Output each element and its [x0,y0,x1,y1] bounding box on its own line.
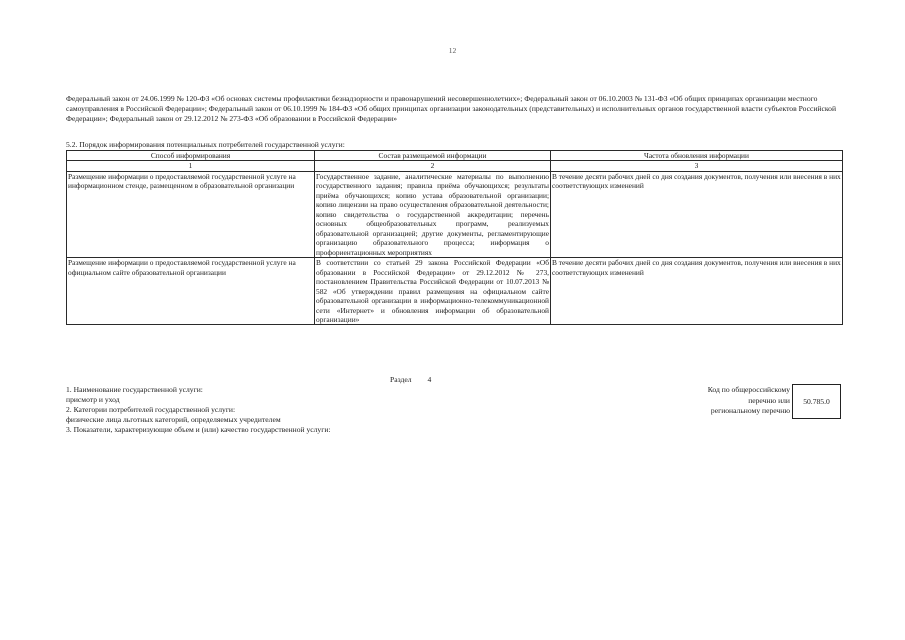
column-number-3: 3 [551,161,843,171]
header-method: Способ информирования [67,151,315,161]
section-5-2-heading: 5.2. Порядок информирования потенциальных потребителей государственной услуги: [66,140,345,149]
service-name-value: присмотр и уход [66,395,120,404]
consumer-category-value: физические лица льготных категорий, определяемых учредителем [66,415,281,424]
row-method: Размещение информации о предоставляемой государственной услуге на официальном сайте образовательной организации [67,258,315,325]
header-content: Состав размещаемой информации [315,151,551,161]
table-row [67,258,843,325]
registry-code-value: 50.785.0 [803,396,830,406]
registry-code-box [792,384,841,419]
section-heading-razdel [390,375,431,385]
code-label-line-2: перечню или [748,395,790,405]
row-content: Государственное задание, аналитические материалы по выполнению государственного задания; правила приёма обучающихся; результаты приёма обучающихся; копию устава образовательной организации; копию лицензии на право осуществления образовательной деятельности; копию свидетельства о государственной аккредитации; перечень основных общеобразовательных программ, реализуемых образовательной организацией; другие документы, регламентирующие организацию образовательного процесса; информация о профориентационных мероприятиях [316,171,549,257]
page-number: 12 [448,46,457,55]
row-frequency: В течение десяти рабочих дней со дня создания документов, получения или внесения в них соответствующих изменений [551,171,843,257]
registry-code-label [640,385,790,417]
header-frequency: Частота обновления информации [551,151,843,161]
row-method: Размещение информации о предоставляемой государственной услуге на информационном стенде, размещенном в образовательной организации [67,171,315,257]
razdel-label: Раздел [390,375,412,384]
informing-table [66,150,843,325]
service-description [66,385,626,435]
table-row [67,171,843,257]
code-label-line-3: региональному перечню [710,406,790,415]
razdel-number: 4 [427,375,432,384]
table-header-row [67,151,843,161]
code-label-line-1: Код по общероссийскому [707,385,790,394]
indicators-label: 3. Показатели, характеризующие объем и (или) качество государственной услуги: [66,425,331,434]
column-number-2: 2 [315,161,551,171]
row-content: В соответствии со статьей 29 закона Российской Федерации «Об образовании в Российской Федерации» от 29.12.2012 № 273, постановлением Правительства Российской Федерации от 10.07.2013 № 582 «Об утверждении правил размещения на официальном сайте образовательной организации в информационно-телекоммуникационной сети «Интернет» и обновления информации об образовательной организации» [316,258,549,324]
column-numbers-row [67,161,843,171]
law-references-paragraph: Федеральный закон от 24.06.1999 № 120-ФЗ «Об основах системы профилактики безнадзорности и правонарушений несовершеннолетних»; Федеральный закон от 06.10.2003 № 131-ФЗ «Об общих принципах организации местного самоуправления в Российской Федерации»; Федеральный закон от 06.10.1999 № 184-ФЗ «Об общих принципах организации законодательных (представительных) и исполнительных органов государственной власти субъектов Российской Федерации»; Федеральный закон от 29.12.2012 № 273-ФЗ «Об образовании в Российской Федерации» [66,94,837,123]
row-frequency: В течение десяти рабочих дней со дня создания документов, получения или внесения в них соответствующих изменений [551,258,843,325]
service-name-label: 1. Наименование государственной услуги: [66,385,203,394]
consumer-category-label: 2. Категории потребителей государственной услуги: [66,405,236,414]
column-number-1: 1 [67,161,315,171]
